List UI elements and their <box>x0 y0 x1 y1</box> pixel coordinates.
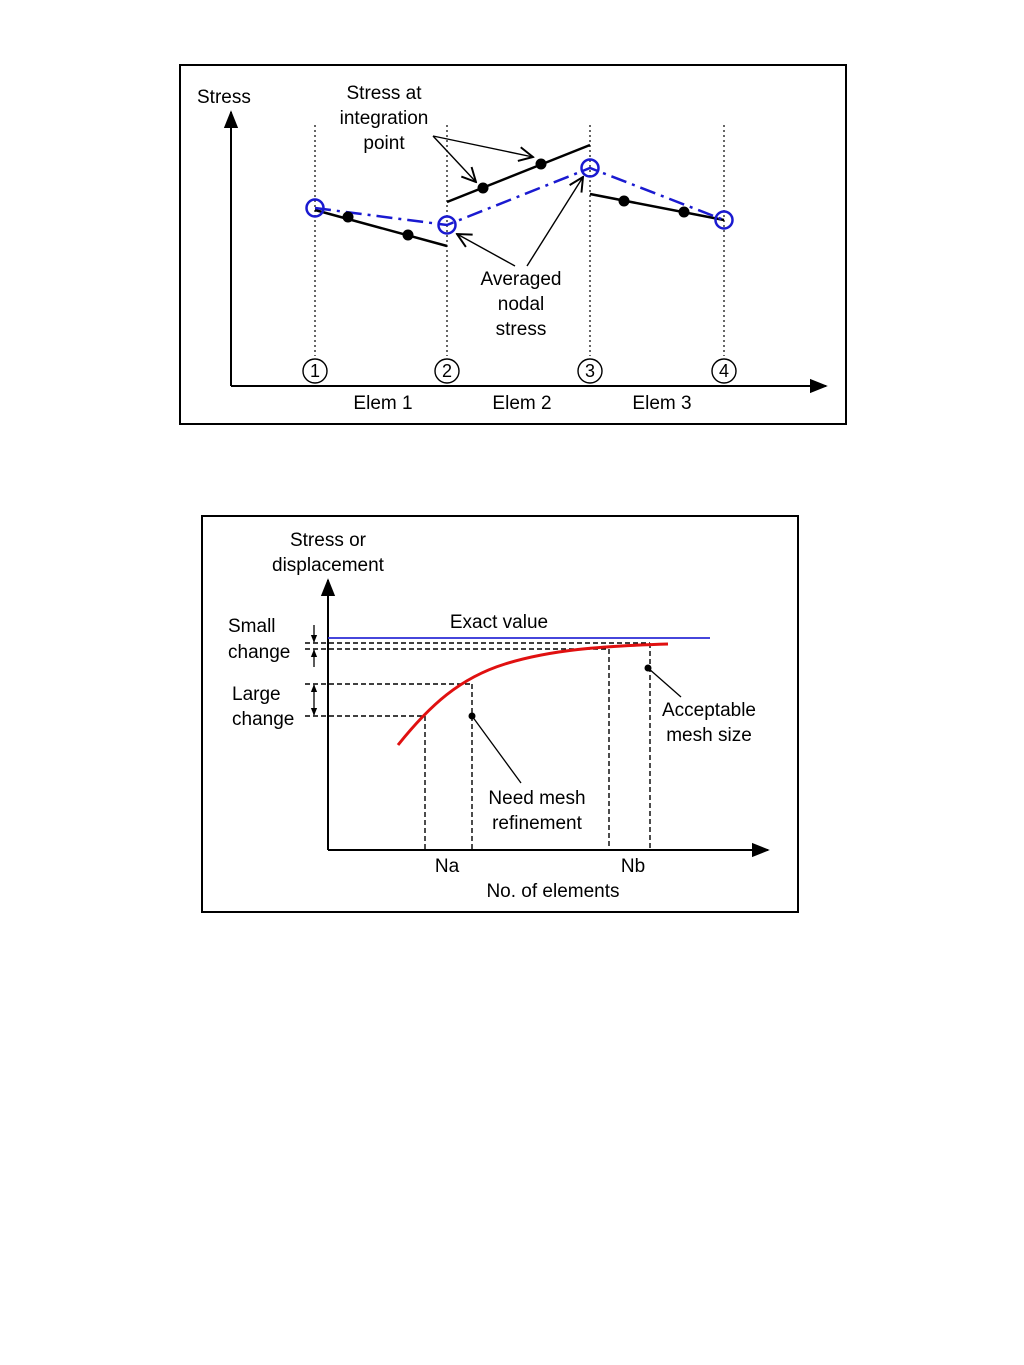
large-change-label-line2: change <box>232 709 295 730</box>
acceptable-label-line1: Acceptable <box>661 700 757 721</box>
elem3-stress-line <box>590 194 724 220</box>
integration-callout-line2: integration <box>339 108 429 129</box>
integration-point <box>536 159 547 170</box>
convergence-curve <box>398 644 668 745</box>
integration-point <box>343 212 354 223</box>
averaged-callout-arrow <box>457 234 515 266</box>
averaged-stress-line <box>315 168 724 225</box>
node-number: 1 <box>309 361 321 381</box>
diagram2-x-axis-label: No. of elements <box>486 881 620 902</box>
integration-point <box>403 230 414 241</box>
averaged-callout-line2: nodal <box>497 294 545 315</box>
node-number: 3 <box>584 361 596 381</box>
averaged-callout-line3: stress <box>495 319 547 340</box>
mesh-convergence-diagram <box>202 516 798 912</box>
large-change-label-line1: Large <box>232 684 281 705</box>
x-tick-nb: Nb <box>620 856 646 877</box>
refinement-leader <box>472 716 521 783</box>
integration-callout-line1: Stress at <box>346 83 422 104</box>
acceptable-leader <box>648 668 681 697</box>
diagram2-y-axis-label-line1: Stress or <box>289 530 367 551</box>
node-number: 2 <box>441 361 453 381</box>
integration-point <box>478 183 489 194</box>
x-tick-na: Na <box>434 856 460 877</box>
integration-callout-line3: point <box>363 133 405 154</box>
element-label: Elem 3 <box>632 393 692 414</box>
integration-callout-arrow <box>433 136 476 182</box>
integration-point <box>679 207 690 218</box>
diagram2-y-axis-label-line2: displacement <box>272 555 384 576</box>
small-change-label-line1: Small <box>228 616 276 637</box>
integration-callout-arrow <box>433 136 533 157</box>
acceptable-label-line2: mesh size <box>666 725 752 746</box>
exact-value-label: Exact value <box>449 612 549 633</box>
stress-averaging-diagram <box>180 65 846 424</box>
averaged-callout-line1: Averaged <box>480 269 562 290</box>
small-change-label-line2: change <box>228 642 291 663</box>
refinement-label-line1: Need mesh <box>488 788 586 809</box>
diagram1-y-axis-label: Stress <box>197 87 251 108</box>
node-number: 4 <box>718 361 730 381</box>
refinement-label-line2: refinement <box>492 813 582 834</box>
element-label: Elem 2 <box>492 393 552 414</box>
diagram1-frame <box>180 65 846 424</box>
integration-point <box>619 196 630 207</box>
element-label: Elem 1 <box>353 393 413 414</box>
